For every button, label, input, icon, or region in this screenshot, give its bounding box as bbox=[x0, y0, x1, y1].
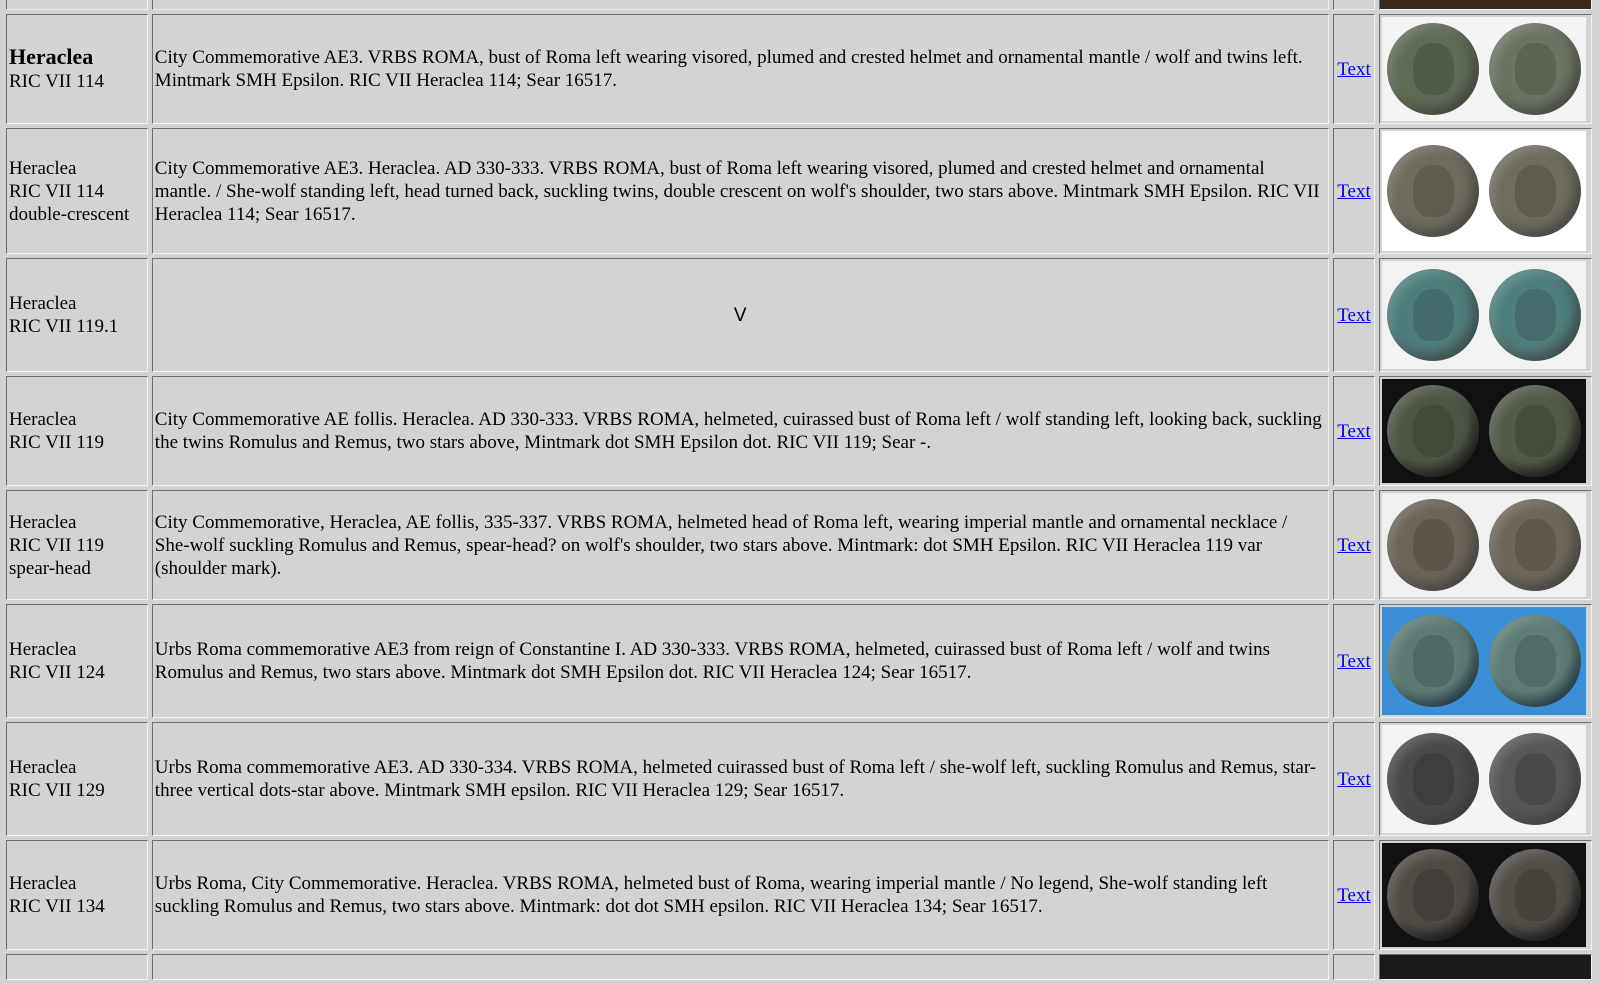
description-cell bbox=[152, 0, 1329, 10]
coin-obverse bbox=[1387, 145, 1479, 237]
table-row bbox=[6, 840, 1592, 950]
attribution-cell bbox=[6, 604, 148, 718]
coin-photo[interactable] bbox=[1382, 607, 1586, 715]
attribution-cell bbox=[6, 0, 148, 10]
ric-reference: RIC VII 119 bbox=[9, 534, 104, 556]
description-cell bbox=[152, 128, 1329, 254]
table-row bbox=[6, 128, 1592, 254]
coin-photo[interactable] bbox=[1382, 131, 1586, 251]
text-link[interactable]: Text bbox=[1337, 180, 1371, 202]
coin-photo[interactable] bbox=[1382, 493, 1586, 597]
coin-description: City Commemorative AE3. VRBS ROMA, bust of Roma left wearing visored, plumed and crested helmet and ornamental mantle / wolf and twins left. Mintmark SMH Epsilon. RIC VII Heraclea 114; Sear 16517. bbox=[154, 47, 1303, 91]
coin-obverse bbox=[1387, 499, 1479, 591]
text-link[interactable]: Text bbox=[1337, 420, 1371, 442]
table-row bbox=[6, 258, 1592, 372]
coin-obverse bbox=[1387, 849, 1479, 941]
table-row bbox=[6, 376, 1592, 486]
link-cell bbox=[1333, 258, 1376, 372]
table-row bbox=[6, 14, 1592, 124]
text-link[interactable]: Text bbox=[1337, 304, 1371, 326]
table-row bbox=[6, 722, 1592, 836]
description-cell bbox=[152, 14, 1329, 124]
attribution-cell bbox=[6, 954, 148, 980]
text-link[interactable]: Text bbox=[1337, 768, 1371, 790]
ric-reference: RIC VII 114 bbox=[9, 71, 104, 92]
table-row bbox=[6, 490, 1592, 600]
mint-name: Heraclea bbox=[9, 757, 77, 778]
attribution-cell bbox=[6, 128, 148, 254]
table-row-partial-bottom bbox=[6, 954, 1592, 980]
coin-photo[interactable] bbox=[1382, 843, 1586, 947]
link-cell bbox=[1333, 604, 1376, 718]
coin-obverse bbox=[1387, 615, 1479, 707]
coin-reverse bbox=[1489, 23, 1581, 115]
image-cell bbox=[1379, 490, 1592, 600]
image-cell bbox=[1379, 376, 1592, 486]
image-cell bbox=[1379, 954, 1592, 980]
image-cell bbox=[1379, 258, 1592, 372]
mint-name: Heraclea bbox=[9, 639, 77, 660]
attribution-cell bbox=[6, 258, 148, 372]
coin-reverse bbox=[1489, 849, 1581, 941]
coin-obverse bbox=[1387, 733, 1479, 825]
ric-reference: RIC VII 119.1 bbox=[9, 316, 119, 337]
coin-photo[interactable] bbox=[1382, 725, 1586, 833]
attribution-cell bbox=[6, 840, 148, 950]
mint-name: Heraclea bbox=[9, 157, 77, 179]
coin-photo[interactable] bbox=[1382, 17, 1586, 121]
text-link[interactable]: Text bbox=[1337, 534, 1371, 556]
description-cell bbox=[152, 376, 1329, 486]
mint-name: Heraclea bbox=[9, 293, 77, 314]
description-cell bbox=[152, 604, 1329, 718]
image-cell bbox=[1379, 840, 1592, 950]
image-cell bbox=[1379, 722, 1592, 836]
link-cell bbox=[1333, 954, 1376, 980]
mint-name: Heraclea bbox=[9, 873, 77, 894]
table-row-partial-top bbox=[6, 0, 1592, 10]
description-cell bbox=[152, 954, 1329, 980]
coin-reverse bbox=[1489, 733, 1581, 825]
attribution-cell bbox=[6, 722, 148, 836]
mint-name: Heraclea bbox=[9, 511, 77, 533]
mint-name: Heraclea bbox=[9, 409, 77, 430]
coin-reverse bbox=[1489, 615, 1581, 707]
image-cell bbox=[1379, 128, 1592, 254]
description-cell bbox=[152, 490, 1329, 600]
attribution-cell bbox=[6, 376, 148, 486]
description-cell bbox=[152, 840, 1329, 950]
coin-reverse bbox=[1489, 385, 1581, 477]
link-cell bbox=[1333, 840, 1376, 950]
coin-photo[interactable] bbox=[1382, 379, 1586, 483]
link-cell bbox=[1333, 376, 1376, 486]
variant-label: spear-head bbox=[9, 557, 91, 579]
text-link[interactable]: Text bbox=[1337, 58, 1371, 80]
description-cell bbox=[152, 258, 1329, 372]
link-cell bbox=[1333, 722, 1376, 836]
image-cell bbox=[1379, 14, 1592, 124]
coin-obverse bbox=[1387, 23, 1479, 115]
ric-reference: RIC VII 129 bbox=[9, 780, 105, 801]
coin-table bbox=[2, 0, 1596, 984]
text-link[interactable]: Text bbox=[1337, 650, 1371, 672]
link-cell bbox=[1333, 14, 1376, 124]
coin-reverse bbox=[1489, 499, 1581, 591]
image-cell bbox=[1379, 0, 1592, 10]
description-cell bbox=[152, 722, 1329, 836]
coin-reverse bbox=[1489, 145, 1581, 237]
coin-description: City Commemorative, Heraclea, AE follis, 335-337. VRBS ROMA, helmeted head of Roma left, wearing imperial mantle and ornamental necklace / She-wolf suckling Romulus and Remus, spear-head? on wolf's shoulder, two stars above. Mintmark: dot SMH Epsilon. RIC VII Heraclea 119 var (shoulder mark). bbox=[154, 511, 1288, 579]
link-cell bbox=[1333, 128, 1376, 254]
ric-reference: RIC VII 134 bbox=[9, 896, 105, 917]
coin-description: Urbs Roma commemorative AE3. AD 330-334. VRBS ROMA, helmeted cuirassed bust of Roma left / she-wolf left, suckling Romulus and Remus, star-three vertical dots-star above. Mintmark SMH epsilon. RIC VII Heraclea 129; Sear 16517. bbox=[154, 757, 1317, 801]
link-cell bbox=[1333, 490, 1376, 600]
coin-obverse bbox=[1387, 269, 1479, 361]
mint-name: Heraclea bbox=[9, 44, 94, 69]
link-cell bbox=[1333, 0, 1376, 10]
attribution-cell bbox=[6, 490, 148, 600]
text-link[interactable]: Text bbox=[1337, 884, 1371, 906]
variant-label: double-crescent bbox=[9, 203, 130, 225]
coin-table-body bbox=[6, 0, 1592, 980]
ric-reference: RIC VII 119 bbox=[9, 432, 104, 453]
coin-description: Urbs Roma commemorative AE3 from reign of Constantine I. AD 330-333. VRBS ROMA, helmeted, cuirassed bust of Roma left / wolf and twins Romulus and Remus, two stars above. Mintmark dot SMH Epsilon dot. RIC VII Heraclea 124; Sear 16517. bbox=[154, 639, 1271, 683]
coin-description: City Commemorative AE follis. Heraclea. AD 330-333. VRBS ROMA, helmeted, cuirassed bust of Roma left / wolf standing left, looking back, suckling the twins Romulus and Remus, two stars above, Mintmark dot SMH Epsilon dot. RIC VII 119; Sear -. bbox=[154, 409, 1322, 453]
ric-reference: RIC VII 114 bbox=[9, 180, 104, 202]
coin-description: V bbox=[733, 304, 747, 326]
image-cell bbox=[1379, 604, 1592, 718]
attribution-cell bbox=[6, 14, 148, 124]
ric-reference: RIC VII 124 bbox=[9, 662, 105, 683]
coin-description: City Commemorative AE3. Heraclea. AD 330-333. VRBS ROMA, bust of Roma left wearing visored, plumed and crested helmet and ornamental mantle. / She-wolf standing left, head turned back, suckling twins, double crescent on wolf's shoulder, two stars above. Mintmark SMH Epsilon. RIC VII Heraclea 114; Sear 16517. bbox=[154, 157, 1320, 225]
table-row bbox=[6, 604, 1592, 718]
coin-reverse bbox=[1489, 269, 1581, 361]
coin-description: Urbs Roma, City Commemorative. Heraclea. VRBS ROMA, helmeted bust of Roma, wearing imperial mantle / No legend, She-wolf standing left suckling Romulus and Remus, two stars above. Mintmark: dot dot SMH epsilon. RIC VII Heraclea 134; Sear 16517. bbox=[154, 873, 1268, 917]
coin-photo[interactable] bbox=[1382, 261, 1586, 369]
coin-obverse bbox=[1387, 385, 1479, 477]
